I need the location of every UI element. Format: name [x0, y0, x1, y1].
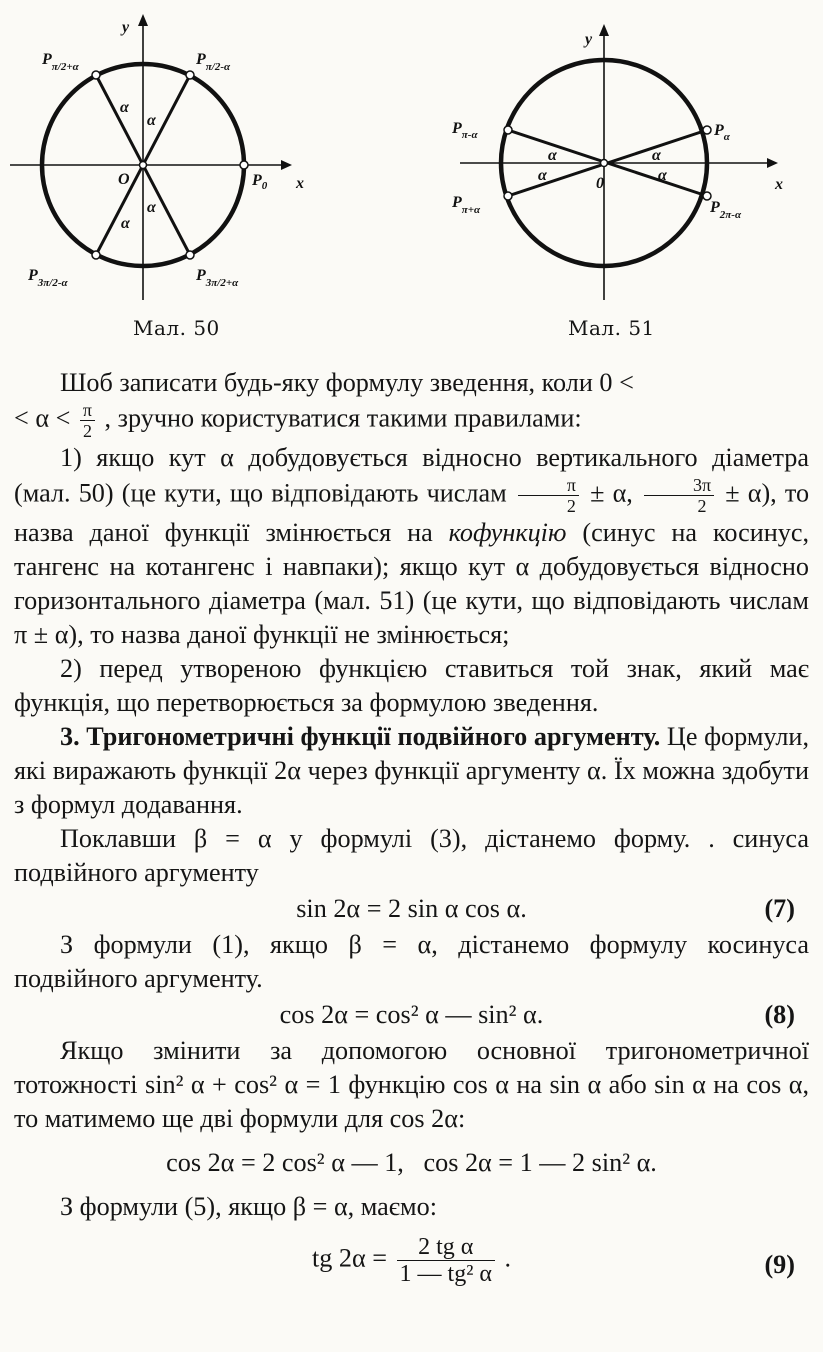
rule-1-fraction-1 — [518, 475, 579, 516]
formula-pair-expr: cos 2α = 2 cos² α — 1, cos 2α = 1 — 2 sin² α. — [166, 1148, 657, 1177]
figure-51-drawing — [430, 0, 823, 350]
y-axis-label: y — [122, 19, 130, 36]
x-axis-label: x — [775, 176, 783, 193]
alpha-label-4: α — [658, 167, 667, 184]
alpha-label-4: α — [147, 199, 156, 216]
page-body — [14, 366, 809, 1289]
intro-line-1: Шоб записати будь-яку формулу зведення, коли 0 < — [60, 368, 634, 397]
y-axis-label: y — [585, 31, 593, 48]
origin-label: 0 — [596, 175, 604, 192]
alpha-label-1: α — [548, 147, 557, 164]
rule-2: 2) перед утвореною функцією ставиться той знак, який має функція, що перетворюється за формулою зведення. — [14, 654, 809, 717]
fraction-numerator: π — [518, 475, 579, 496]
x-axis-label: x — [296, 175, 304, 192]
fraction-denominator: 2 — [82, 421, 92, 441]
formula-8-number: (8) — [764, 1000, 795, 1029]
formula-8-expr: cos 2α = cos² α — sin² α. — [279, 1000, 544, 1029]
figure-50-caption: Мал. 50 — [133, 316, 220, 340]
alpha-label-2: α — [147, 112, 156, 129]
y-axis-arrow-icon — [138, 14, 148, 26]
x-axis-arrow-icon — [281, 160, 292, 170]
rule-1 — [14, 441, 809, 652]
y-axis-arrow-icon — [599, 24, 609, 36]
rule-1-text-a: 1) якщо кут α добудовується відносно вертикального діаметра (мал. 50) (це кути, що відповідають числам — [14, 443, 809, 508]
point-bottom-left — [92, 251, 100, 259]
point-p0 — [240, 161, 248, 169]
formula-7-expr: sin 2α = 2 sin α cos α. — [296, 894, 527, 923]
intro-line-2 — [14, 400, 809, 441]
formula-7-number: (7) — [764, 894, 795, 923]
formula-7 — [14, 892, 809, 926]
section-title: 3. Тригонометричні функції подвійного аргументу. — [60, 722, 661, 751]
figure-50 — [0, 0, 330, 350]
x-axis-arrow-icon — [767, 158, 778, 168]
formula-9-dot: . — [504, 1243, 512, 1273]
p-top-right-label: $P_{\pi/2-\alpha}$ — [196, 51, 231, 73]
fraction-denominator: 2 — [697, 496, 707, 516]
formula-9-number: (9) — [764, 1250, 795, 1279]
alpha-label-3: α — [652, 147, 661, 164]
fraction-denominator: 1 — tg² α — [399, 1261, 492, 1287]
p-left-down-label: $P_{\pi+\alpha}$ — [452, 194, 481, 216]
alpha-label-1: α — [120, 99, 129, 116]
formula-9-fraction — [397, 1234, 495, 1287]
p0-label: $P_0$ — [252, 172, 268, 192]
fraction-numerator: 2 tg α — [397, 1234, 495, 1261]
intro-inequality: < α < — [14, 403, 71, 433]
fraction-denominator: 2 — [566, 496, 576, 516]
formula-9-lhs: tg 2α = — [311, 1243, 387, 1273]
fraction-numerator: π — [80, 400, 95, 421]
p-right-down-label: $P_{2\pi-\alpha}$ — [710, 199, 742, 221]
cofunction-term: кофункцію — [448, 518, 567, 547]
p-bottom-right-label: $P_{3\pi/2+\alpha}$ — [196, 267, 239, 289]
para-cos: З формули (1), якщо β = α, дістанемо формулу косинуса подвійного аргументу. — [14, 930, 809, 993]
alpha-label-3: α — [121, 215, 130, 232]
fraction-numerator: 3π — [644, 475, 714, 496]
section-3 — [14, 720, 809, 822]
point-left-up — [504, 126, 512, 134]
figure-51-caption: Мал. 51 — [568, 316, 655, 340]
point-top-right — [186, 71, 194, 79]
rule-1-text-c: ± α), то назва даної функції змінюється на — [14, 478, 810, 547]
p-top-left-label: $P_{\pi/2+\alpha}$ — [42, 51, 79, 73]
intro-fraction — [80, 400, 95, 441]
point-top-left — [92, 71, 100, 79]
point-bottom-right — [186, 251, 194, 259]
p-right-up-label: $P_\alpha$ — [714, 122, 730, 143]
para-sin: Поклавши β = α у формулі (3), дістанемо форму. . синуса подвійного аргументу — [14, 824, 809, 887]
point-right-up — [703, 126, 711, 134]
rule-1-text-d: (синус на косинус, тангенс на котангенс і навпаки); якщо кут α добудовується відносно горизонтального діаметра (мал. 51) (це кути, що відповідають числам π ± α), то назва даної функції не змінюється; — [14, 518, 810, 649]
p-bottom-left-label: $P_{3\pi/2-\alpha}$ — [28, 267, 68, 289]
rule-1-text-b: ± α, — [590, 478, 633, 508]
figure-50-drawing — [0, 0, 330, 350]
figure-51 — [430, 0, 823, 350]
formula-8 — [14, 998, 809, 1032]
para-tg: З формули (5), якщо β = α, маємо: — [60, 1192, 437, 1221]
section-body: Це формули, які виражають функції 2α через функції аргументу α. Їх можна здобути з формул додавання. — [14, 722, 809, 819]
point-left-down — [504, 192, 512, 200]
rule-1-fraction-2 — [644, 475, 714, 516]
formula-pair — [14, 1146, 809, 1180]
p-left-up-label: $P_{\pi-\alpha}$ — [452, 120, 478, 141]
alpha-label-2: α — [538, 167, 547, 184]
origin-label: O — [118, 171, 130, 188]
formula-9 — [14, 1234, 809, 1287]
intro-rest: , зручно користуватися такими правилами: — [104, 403, 582, 433]
para-identity: Якщо змінити за допомогою основної тригонометричної тотожності sin² α + cos² α = 1 функцію cos α на sin α або sin α на cos α, то матимемо ще дві формули для cos 2α: — [14, 1036, 809, 1133]
origin-point — [140, 162, 147, 169]
origin-point — [601, 160, 608, 167]
